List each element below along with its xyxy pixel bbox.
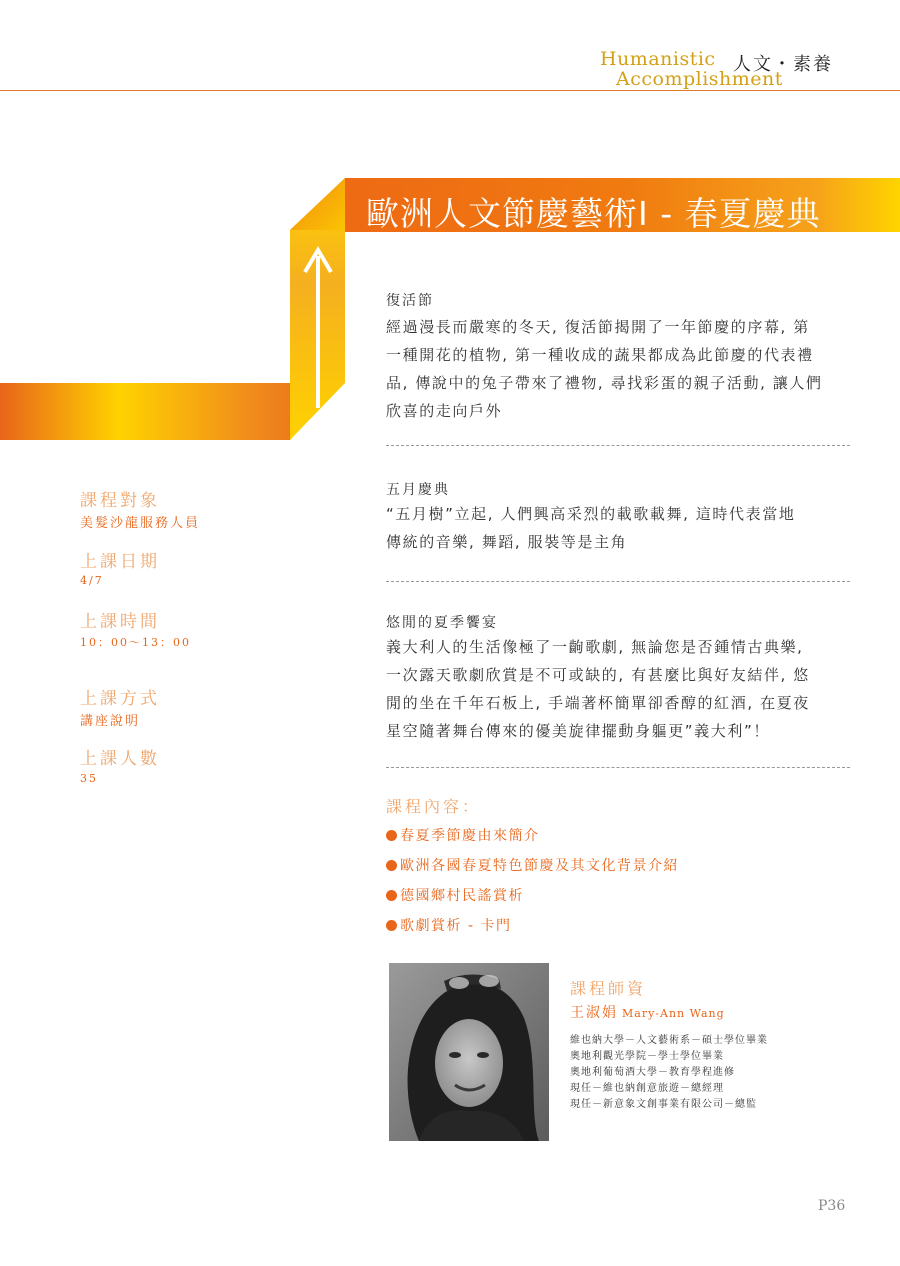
header-title-zh: 人文・素養 — [733, 54, 833, 75]
course-item — [386, 915, 511, 935]
teacher-credential: 維也納大學－人文藝術系－碩士學位畢業 — [570, 1035, 768, 1046]
section-divider — [386, 445, 850, 446]
info-value-capacity: 35 — [80, 772, 98, 785]
course-item-label: 歐洲各國春夏特色節慶及其文化背景介紹 — [400, 858, 679, 874]
teacher-credential: 奧地利觀光學院－學士學位畢業 — [570, 1051, 724, 1062]
body-line: 經過漫長而嚴寒的冬天, 復活節揭開了一年節慶的序幕, 第 — [386, 318, 810, 336]
course-item — [386, 885, 524, 905]
teacher-credential: 奧地利葡萄酒大學－教育學程進修 — [570, 1067, 735, 1078]
body-line: 一次露天歌劇欣賞是不可或缺的, 有甚麼比與好友結伴, 悠 — [386, 666, 810, 684]
course-content-heading: 課程內容： — [386, 797, 482, 816]
portrait-image — [389, 963, 549, 1141]
section-body-may — [386, 500, 848, 556]
section-title-may: 五月慶典 — [386, 482, 450, 498]
bullet-dot-icon — [386, 920, 397, 931]
section-title-summer: 悠閒的夏季饗宴 — [386, 615, 498, 631]
info-value-audience: 美髮沙龍服務人員 — [80, 516, 201, 531]
course-item — [386, 825, 540, 845]
body-line: 星空隨著舞台傳來的優美旋律擺動身軀更”義大利”！ — [386, 722, 770, 740]
info-label-date: 上課日期 — [80, 552, 160, 572]
body-line: 閒的坐在千年石板上, 手端著杯簡單卻香醇的紅酒, 在夏夜 — [386, 694, 810, 712]
course-item-label: 歌劇賞析 - 卡門 — [400, 918, 512, 934]
bullet-dot-icon — [386, 860, 397, 871]
bullet-dot-icon — [386, 890, 397, 901]
teacher-name-zh: 王淑娟 — [570, 1005, 618, 1021]
header-title-en-line2: Accomplishment — [616, 68, 783, 90]
body-line: “五月樹”立起, 人們興高采烈的載歌載舞, 這時代表當地 — [386, 505, 796, 523]
teacher-name — [570, 1002, 725, 1022]
section-divider — [386, 581, 850, 582]
teacher-credential: 現任－新意象文創事業有限公司－總監 — [570, 1099, 757, 1110]
body-line: 傳統的音樂, 舞蹈, 服裝等是主角 — [386, 533, 628, 551]
page-title: 歐洲人文節慶藝術I - 春夏慶典 — [366, 194, 821, 233]
bullet-dot-icon — [386, 830, 397, 841]
body-line: 一種開花的植物, 第一種收成的蔬果都成為此節慶的代表禮 — [386, 346, 814, 364]
section-body-easter — [386, 313, 848, 425]
body-line: 品, 傳說中的兔子帶來了禮物, 尋找彩蛋的親子活動, 讓人們 — [386, 374, 823, 392]
teacher-credential: 現任－維也納創意旅遊－總經理 — [570, 1083, 724, 1094]
teacher-photo — [389, 963, 549, 1141]
teacher-name-en: Mary-Ann Wang — [622, 1007, 725, 1020]
info-label-capacity: 上課人數 — [80, 749, 160, 769]
body-line: 義大利人的生活像極了一齣歌劇, 無論您是否鍾情古典樂, — [386, 638, 804, 656]
section-title-easter: 復活節 — [386, 293, 434, 309]
section-body-summer — [386, 633, 848, 745]
course-item — [386, 855, 679, 875]
info-value-time: 10：00～13：00 — [80, 636, 191, 649]
header-title-en-line1: Humanistic — [600, 48, 716, 70]
page-number: P36 — [818, 1198, 846, 1214]
info-label-time: 上課時間 — [80, 612, 160, 632]
body-line: 欣喜的走向戶外 — [386, 402, 503, 420]
course-item-label: 德國鄉村民謠賞析 — [400, 888, 524, 904]
header-divider — [0, 90, 900, 91]
info-value-method: 講座說明 — [80, 714, 141, 729]
teacher-heading: 課程師資 — [570, 979, 647, 998]
section-divider — [386, 767, 850, 768]
course-item-label: 春夏季節慶由來簡介 — [400, 828, 540, 844]
info-value-date: 4/7 — [80, 574, 104, 587]
info-label-audience: 課程對象 — [80, 491, 160, 511]
info-label-method: 上課方式 — [80, 689, 160, 709]
